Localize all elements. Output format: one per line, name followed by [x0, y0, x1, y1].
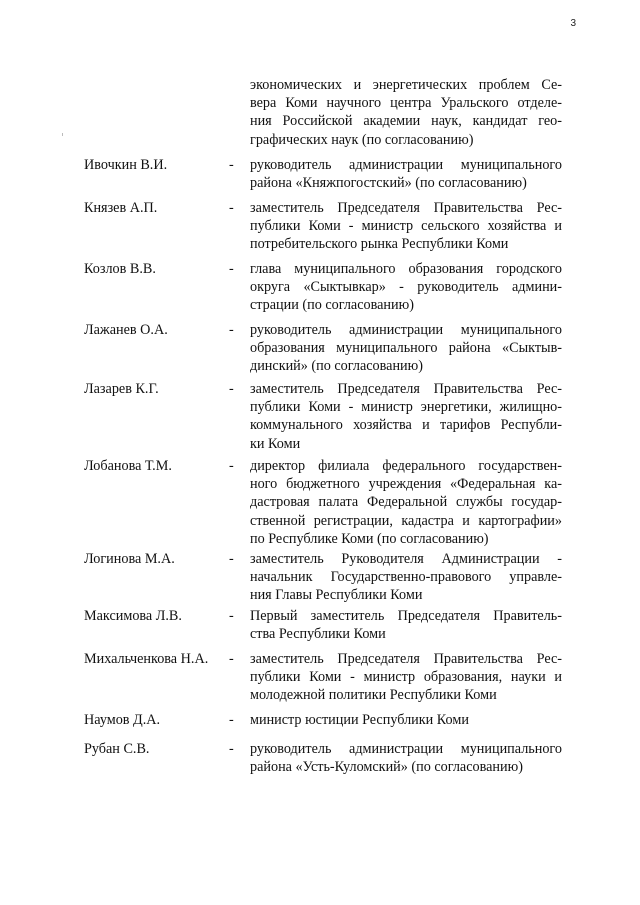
member-position [250, 550, 562, 605]
margin-mark [62, 133, 63, 136]
continuation-line: ния Российской академии наук, кандидат гео- [250, 113, 562, 130]
position-line: по Республике Коми (по согласованию) [250, 530, 489, 547]
position-line: заместитель Председателя Правительства Рес- [250, 651, 562, 667]
position-line: ства Республики Коми [250, 626, 386, 643]
position-line: молодежной политики Республики Коми [250, 687, 497, 704]
position-line: ного бюджетного учреждения «Федеральная ка- [250, 476, 562, 493]
position-line: образования муниципального района «Сыктыв- [250, 340, 562, 357]
member-name: Лазарев К.Г. [84, 381, 159, 397]
position-line: заместитель Председателя Правительства Рес- [250, 381, 562, 397]
member-name: Лобанова Т.М. [84, 458, 172, 474]
position-line: руководитель администрации муниципального [250, 157, 562, 173]
continuation-text [250, 76, 562, 149]
member-name: Лажанев О.А. [84, 322, 168, 338]
member-position [250, 380, 562, 453]
position-line: министр юстиции Республики Коми [250, 712, 469, 728]
dash-separator: - [229, 608, 234, 624]
position-line: заместитель Руководителя Администрации - [250, 551, 562, 567]
position-line: ки Коми [250, 435, 301, 452]
position-line: коммунального хозяйства и тарифов Республи- [250, 417, 562, 434]
member-name: Максимова Л.В. [84, 608, 182, 624]
position-line: ственной регистрации, кадастра и картографии» [250, 512, 562, 529]
member-position [250, 156, 562, 192]
member-name: Логинова М.А. [84, 551, 175, 567]
position-line: директор филиала федерального государствен- [250, 458, 562, 474]
position-line: начальник Государственно-правового управле- [250, 569, 562, 586]
position-line: страции (по согласованию) [250, 297, 414, 314]
member-name: Козлов В.В. [84, 261, 156, 277]
member-position [250, 740, 562, 776]
position-line: заместитель Председателя Правительства Рес- [250, 200, 562, 216]
continuation-line: экономических и энергетических проблем Се- [250, 77, 562, 93]
position-line: потребительского рынка Республики Коми [250, 236, 509, 253]
page-number: 3 [570, 18, 576, 29]
member-position [250, 650, 562, 705]
dash-separator: - [229, 551, 234, 567]
position-line: Первый заместитель Председателя Правитель- [250, 608, 562, 624]
member-name: Ивочкин В.И. [84, 157, 168, 173]
dash-separator: - [229, 381, 234, 397]
member-position [250, 321, 562, 376]
position-line: района «Усть-Куломский» (по согласованию) [250, 759, 523, 776]
member-position [250, 607, 562, 643]
position-line: глава муниципального образования городского [250, 261, 562, 277]
member-name: Князев А.П. [84, 200, 158, 216]
position-line: руководитель администрации муниципального [250, 322, 562, 338]
dash-separator: - [229, 741, 234, 757]
position-line: динский» (по согласованию) [250, 358, 423, 375]
dash-separator: - [229, 651, 234, 667]
position-line: округа «Сыктывкар» - руководитель админи- [250, 279, 562, 296]
dash-separator: - [229, 322, 234, 338]
dash-separator: - [229, 458, 234, 474]
member-position [250, 199, 562, 254]
dash-separator: - [229, 200, 234, 216]
position-line: дастровая палата Федеральной службы государ- [250, 494, 562, 511]
dash-separator: - [229, 261, 234, 277]
member-position [250, 711, 562, 729]
member-name: Рубан С.В. [84, 741, 150, 757]
dash-separator: - [229, 157, 234, 173]
member-position [250, 260, 562, 315]
member-name: Михальченкова Н.А. [84, 651, 209, 667]
continuation-line: вера Коми научного центра Уральского отделе- [250, 95, 562, 112]
continuation-line: графических наук (по согласованию) [250, 131, 474, 148]
position-line: публики Коми - министр энергетики, жилищно- [250, 399, 562, 416]
position-line: района «Княжпогостский» (по согласованию) [250, 175, 527, 192]
member-name: Наумов Д.А. [84, 712, 161, 728]
position-line: публики Коми - министр образования, науки и [250, 669, 562, 686]
member-position [250, 457, 562, 548]
dash-separator: - [229, 712, 234, 728]
position-line: публики Коми - министр сельского хозяйства и [250, 218, 562, 235]
position-line: руководитель администрации муниципального [250, 741, 562, 757]
position-line: ния Главы Республики Коми [250, 587, 423, 604]
